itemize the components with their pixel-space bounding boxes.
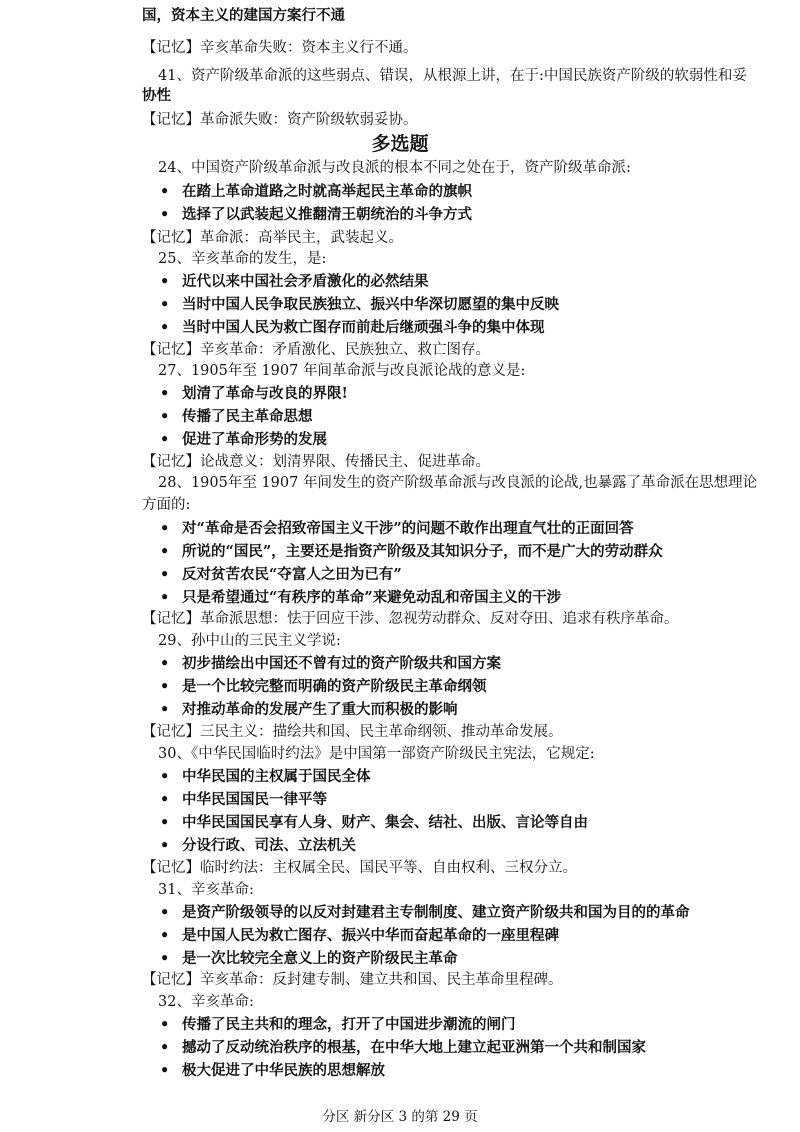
answer-option (160, 1038, 646, 1058)
question-41-text: 41、资产阶级革命派的这些弱点、错误，从根源上讲，在于:中国民族资产阶级的软弱性和妥 (158, 68, 747, 84)
answer-option-text: 初步描绘出中国还不曾有过的资产阶级共和国方案 (182, 655, 501, 672)
answer-option (160, 318, 545, 338)
question-24: 24、中国资产阶级革命派与改良派的根本不同之处在于，资产阶级革命派: (158, 160, 631, 176)
answer-option-text: 传播了民主革命思想 (182, 408, 313, 425)
question-28: 28、1905年至 1907 年间发生的资产阶级革命派与改良派的论战,也暴露了革命派在思想理论 (158, 475, 758, 491)
answer-option-text: 中华民国国民一律平等 (182, 791, 327, 808)
memo-line: 【记忆】辛亥革命：矛盾激化、民族独立、救亡图存。 (142, 342, 490, 358)
answer-option (160, 654, 501, 674)
question-25: 25、辛亥革命的发生，是: (158, 251, 327, 267)
bullet-icon: • (160, 385, 170, 402)
answer-option (160, 565, 402, 585)
answer-option (160, 903, 690, 923)
memo-line: 【记忆】革命派失败：资产阶级软弱妥协。 (142, 112, 418, 128)
bullet-icon: • (160, 566, 170, 583)
answer-option (160, 813, 588, 833)
answer-option-text: 选择了以武装起义推翻清王朝统治的斗争方式 (182, 206, 472, 223)
answer-option (160, 700, 458, 720)
answer-option-text: 反对贫苦农民“夺富人之田为已有” (182, 566, 402, 583)
answer-option-text: 当时中国人民争取民族独立、振兴中华深切愿望的集中反映 (182, 296, 559, 313)
answer-option (160, 295, 559, 315)
answer-option (160, 519, 634, 539)
memo-line: 【记忆】辛亥革命：反封建专制、建立共和国、民主革命里程碑。 (142, 972, 563, 988)
bullet-icon: • (160, 768, 170, 785)
bullet-icon: • (160, 296, 170, 313)
bullet-icon: • (160, 1039, 170, 1056)
answer-option-text: 是一个比较完整而明确的资产阶级民主革命纲领 (182, 678, 487, 695)
answer-option-text: 是中国人民为救亡图存、振兴中华而奋起革命的一座里程碑 (182, 927, 559, 944)
memo-line: 【记忆】临时约法：主权属全民、国民平等、自由权利、三权分立。 (142, 860, 577, 876)
answer-option (160, 1015, 516, 1035)
answer-option (160, 767, 371, 787)
text-line: 国，资本主义的建国方案行不通 (142, 7, 345, 24)
answer-option-text: 促进了革命形势的发展 (182, 431, 327, 448)
bullet-icon: • (160, 904, 170, 921)
answer-option-text: 对“革命是否会招致帝国主义干涉”的问题不敢作出理直气壮的正面回答 (182, 520, 634, 537)
page-footer: 分区 新分区 3 的第 29 页 (322, 1109, 478, 1125)
bullet-icon: • (160, 655, 170, 672)
memo-line: 【记忆】辛亥革命失败：资本主义行不通。 (142, 40, 418, 56)
answer-option (160, 205, 472, 225)
answer-option-text: 只是希望通过“有秩序的革命”来避免动乱和帝国主义的干涉 (182, 589, 562, 606)
question-30: 30、《中华民国临时约法》是中国第一部资产阶级民主宪法，它规定: (158, 746, 595, 762)
answer-option (160, 1061, 385, 1081)
bullet-icon: • (160, 273, 170, 290)
memo-line: 【记忆】革命派：高举民主，武装起义。 (142, 230, 403, 246)
bullet-icon: • (160, 408, 170, 425)
answer-option (160, 588, 561, 608)
question-27: 27、1905年至 1907 年间革命派与改良派论战的意义是: (158, 363, 526, 379)
question-41 (158, 66, 747, 86)
bullet-icon: • (160, 206, 170, 223)
question-31: 31、辛亥革命: (158, 882, 254, 898)
bullet-icon: • (160, 319, 170, 336)
bullet-icon: • (160, 431, 170, 448)
bullet-icon: • (160, 1016, 170, 1033)
answer-option (160, 836, 356, 856)
answer-option (160, 182, 472, 202)
bullet-icon: • (160, 543, 170, 560)
answer-option-text: 在踏上革命道路之时就高举起民主革命的旗帜 (182, 183, 472, 200)
section-title: 多选题 (371, 133, 429, 155)
bullet-icon: • (160, 814, 170, 831)
bullet-icon: • (160, 678, 170, 695)
answer-option-text: 是资产阶级领导的以反对封建君主专制制度、建立资产阶级共和国为目的的革命 (182, 904, 690, 921)
answer-option (160, 272, 429, 292)
answer-option-text: 极大促进了中华民族的思想解放 (182, 1062, 385, 1079)
answer-option-text: 是一次比较完全意义上的资产阶级民主革命 (182, 950, 458, 967)
bullet-icon: • (160, 837, 170, 854)
answer-option-text: 当时中国人民为救亡图存而前赴后继顽强斗争的集中体现 (182, 319, 545, 336)
answer-option (160, 542, 663, 562)
question-41-continuation: 协性 (142, 87, 171, 104)
answer-option-text: 撼动了反动统治秩序的根基，在中华大地上建立起亚洲第一个共和制国家 (182, 1039, 646, 1056)
answer-option (160, 790, 327, 810)
answer-option-text: 中华民国国民享有人身、财产、集会、结社、出版、言论等自由 (182, 814, 588, 831)
answer-option-text: 分设行政、司法、立法机关 (182, 837, 356, 854)
memo-line: 【记忆】论战意义：划清界限、传播民主、促进革命。 (142, 454, 490, 470)
question-32: 32、辛亥革命: (158, 994, 254, 1010)
bullet-icon: • (160, 520, 170, 537)
question-28-continuation: 方面的: (142, 497, 191, 513)
answer-option-text: 近代以来中国社会矛盾激化的必然结果 (182, 273, 429, 290)
bullet-icon: • (160, 1062, 170, 1079)
answer-option (160, 949, 458, 969)
answer-option (160, 384, 348, 404)
bullet-icon: • (160, 791, 170, 808)
answer-option-text: 传播了民主共和的理念，打开了中国进步潮流的闸门 (182, 1016, 516, 1033)
answer-option (160, 430, 327, 450)
answer-option (160, 677, 487, 697)
bullet-icon: • (160, 950, 170, 967)
memo-line: 【记忆】三民主义：描绘共和国、民主革命纲领、推动革命发展。 (142, 724, 563, 740)
bullet-icon: • (160, 589, 170, 606)
bullet-icon: • (160, 927, 170, 944)
bullet-icon: • (160, 183, 170, 200)
answer-option (160, 926, 559, 946)
question-29: 29、孙中山的三民主义学说: (158, 633, 341, 649)
answer-option-text: 对推动革命的发展产生了重大而积极的影响 (182, 701, 458, 718)
answer-option-text: 所说的“国民”，主要还是指资产阶级及其知识分子，而不是广大的劳动群众 (182, 543, 663, 560)
answer-option-text: 中华民国的主权属于国民全体 (182, 768, 371, 785)
answer-option (160, 407, 313, 427)
answer-option-text: 划清了革命与改良的界限! (182, 385, 348, 402)
memo-line: 【记忆】革命派思想：怯于回应干涉、忽视劳动群众、反对夺田、追求有秩序革命。 (142, 611, 679, 627)
bullet-icon: • (160, 701, 170, 718)
